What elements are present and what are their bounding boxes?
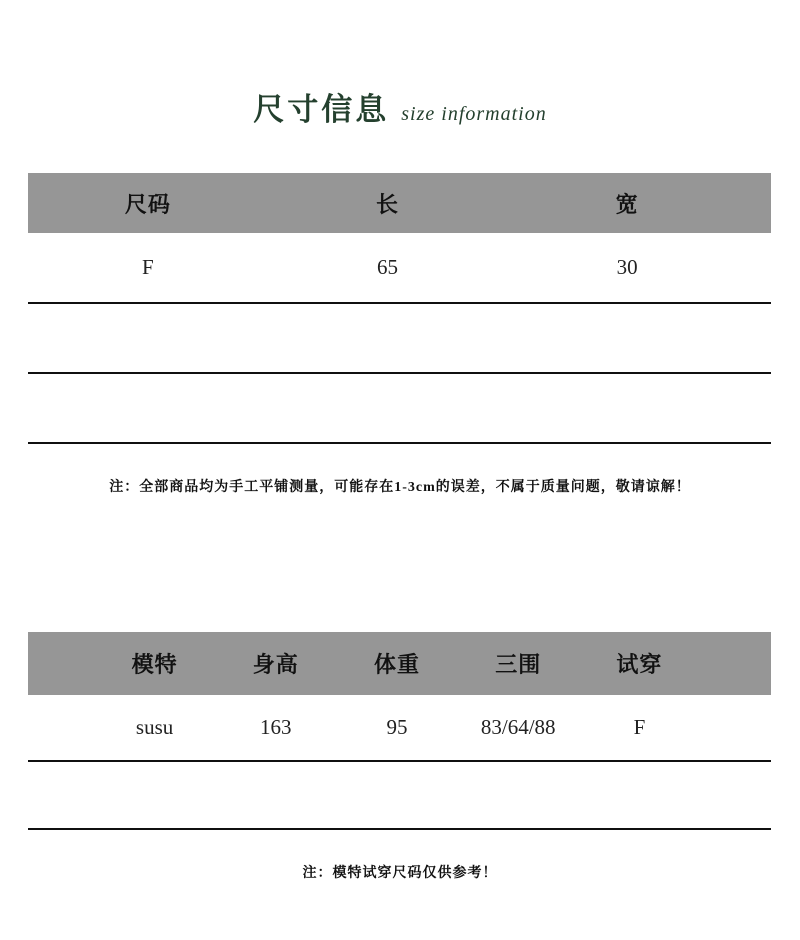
measurement-note: 注：全部商品均为手工平铺测量，可能存在1-3cm的误差，不属于质量问题，敬请谅解！ — [109, 480, 691, 495]
model-table-header-tryon: 试穿 — [616, 652, 663, 677]
page-title-chinese: 尺寸信息 — [253, 92, 390, 127]
length-value: 65 — [377, 255, 398, 279]
model-weight-value: 95 — [386, 715, 408, 739]
size-table-empty-row — [28, 374, 771, 444]
model-table-row — [28, 695, 771, 762]
size-table-header-row — [28, 173, 771, 233]
model-table-header-height: 身高 — [252, 652, 299, 677]
model-measurements-value: 83/64/88 — [480, 715, 556, 739]
width-value: 30 — [616, 255, 638, 279]
model-table-header-measurements: 三围 — [495, 652, 542, 677]
size-table-header-width: 宽 — [615, 191, 639, 217]
page-title-english: size information — [401, 103, 547, 125]
model-tryon-value: F — [633, 715, 646, 739]
size-table-header-size: 尺码 — [124, 191, 171, 217]
size-value: F — [141, 255, 154, 279]
model-table-empty-row — [28, 762, 771, 830]
model-table-header-row — [28, 632, 771, 695]
model-note: 注：模特试穿尺码仅供参考！ — [302, 866, 498, 881]
size-table-row — [28, 233, 771, 304]
model-table-header-weight: 体重 — [374, 652, 421, 677]
size-table — [28, 173, 771, 444]
model-table-header-model: 模特 — [131, 652, 178, 677]
model-height-value: 163 — [260, 715, 292, 739]
page-title — [0, 90, 800, 136]
model-name-value: susu — [135, 715, 174, 739]
size-table-header-length: 长 — [376, 191, 400, 217]
size-table-empty-row — [28, 304, 771, 374]
model-table — [28, 632, 771, 830]
